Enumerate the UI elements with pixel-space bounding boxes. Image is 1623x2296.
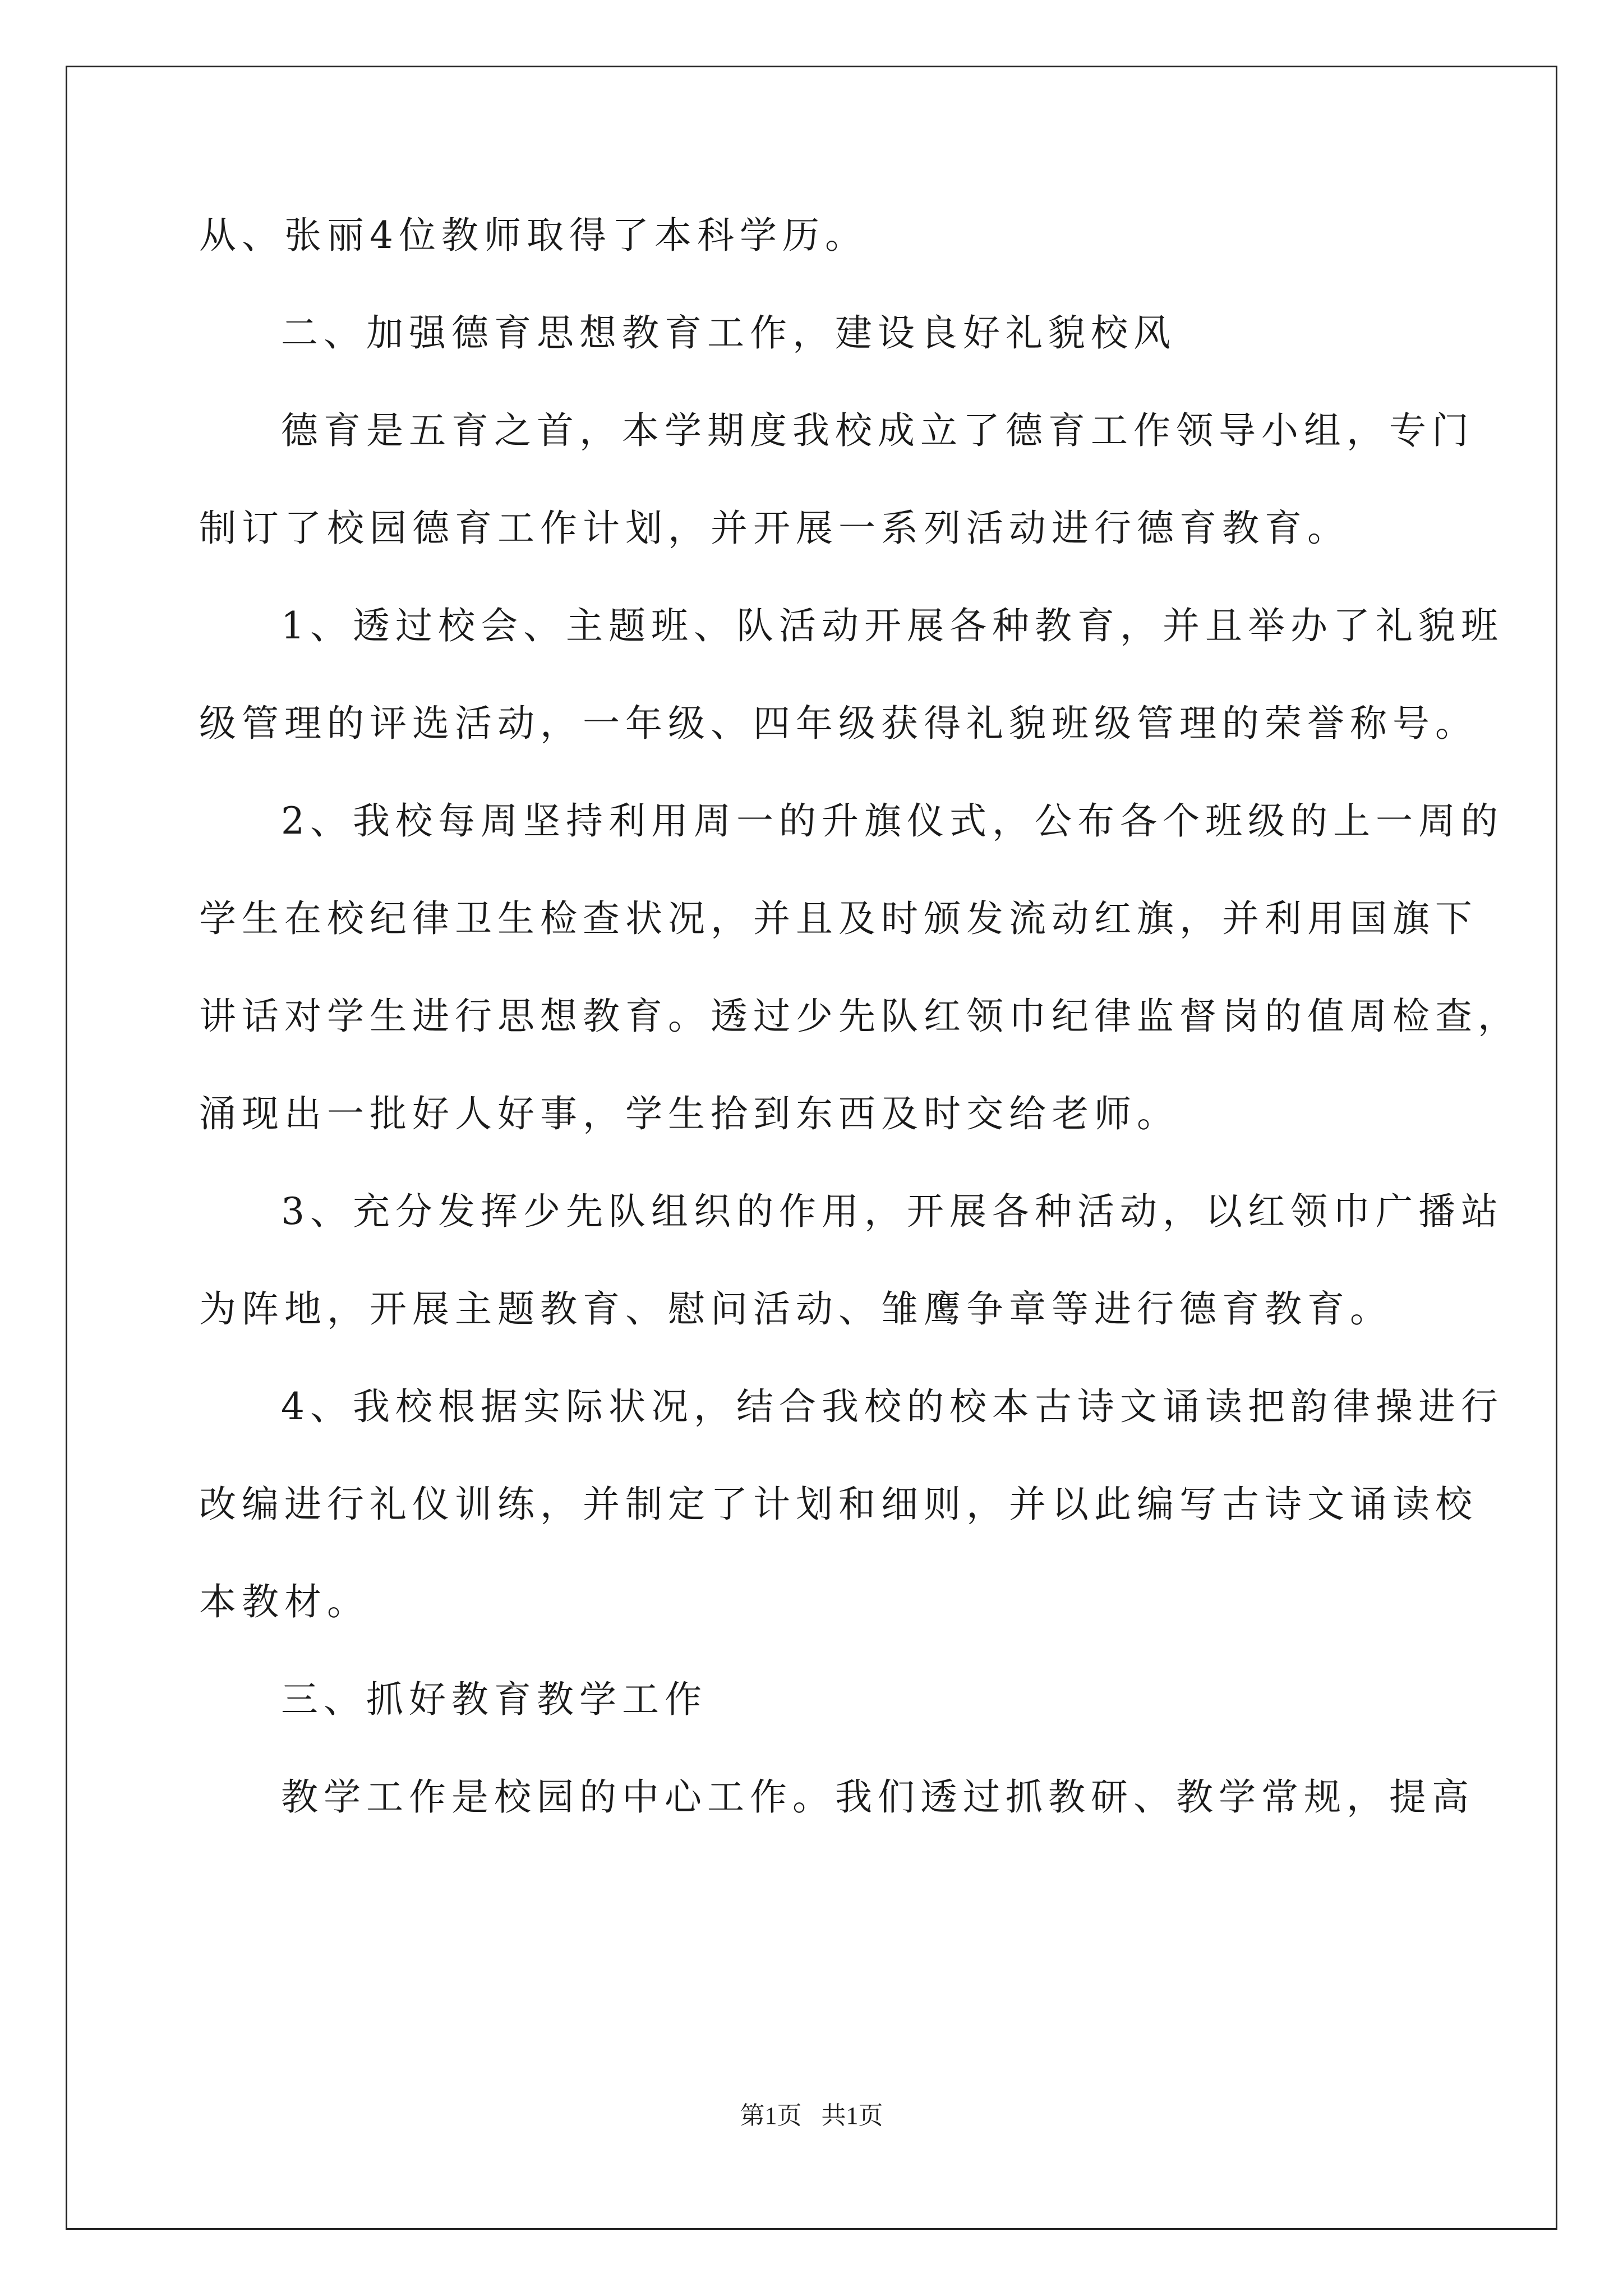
paragraph-line: 级管理的评选活动，一年级、四年级获得礼貌班级管理的荣誉称号。 bbox=[199, 702, 1478, 745]
page-border bbox=[66, 66, 1557, 2230]
page-number: 第1页 bbox=[740, 2102, 802, 2129]
paragraph-line: 为阵地，开展主题教育、慰问活动、雏鹰争章等进行德育教育。 bbox=[199, 1287, 1393, 1331]
paragraph-line: 德育是五育之首，本学期度我校成立了德育工作领导小组，专门 bbox=[281, 409, 1474, 452]
section-heading: 三、抓好教育教学工作 bbox=[281, 1678, 707, 1721]
paragraph-line: 1、透过校会、主题班、队活动开展各种教育，并且举办了礼貌班 bbox=[281, 604, 1504, 647]
page-footer bbox=[0, 2100, 1623, 2132]
page-total: 共1页 bbox=[821, 2102, 883, 2129]
paragraph-line: 改编进行礼仪训练，并制定了计划和细则，并以此编写古诗文诵读校 bbox=[199, 1483, 1478, 1526]
section-heading: 二、加强德育思想教育工作，建设良好礼貌校风 bbox=[281, 311, 1176, 355]
paragraph-line: 4、我校根据实际状况，结合我校的校本古诗文诵读把韵律操进行 bbox=[281, 1385, 1504, 1428]
paragraph-line: 制订了校园德育工作计划，并开展一系列活动进行德育教育。 bbox=[199, 507, 1350, 550]
paragraph-line: 讲话对学生进行思想教育。透过少先队红领巾纪律监督岗的值周检查， bbox=[199, 995, 1520, 1038]
paragraph-line: 学生在校纪律卫生检查状况，并且及时颁发流动红旗，并利用国旗下 bbox=[199, 897, 1478, 940]
paragraph-line: 本教材。 bbox=[199, 1580, 370, 1623]
paragraph-line: 从、张丽4位教师取得了本科学历。 bbox=[199, 214, 868, 257]
paragraph-line: 3、充分发挥少先队组织的作用，开展各种活动，以红领巾广播站 bbox=[281, 1190, 1504, 1233]
paragraph-line: 涌现出一批好人好事，学生拾到东西及时交给老师。 bbox=[199, 1092, 1179, 1135]
paragraph-line: 教学工作是校园的中心工作。我们透过抓教研、教学常规，提高 bbox=[281, 1775, 1474, 1819]
paragraph-line: 2、我校每周坚持利用周一的升旗仪式，公布各个班级的上一周的 bbox=[281, 799, 1504, 843]
